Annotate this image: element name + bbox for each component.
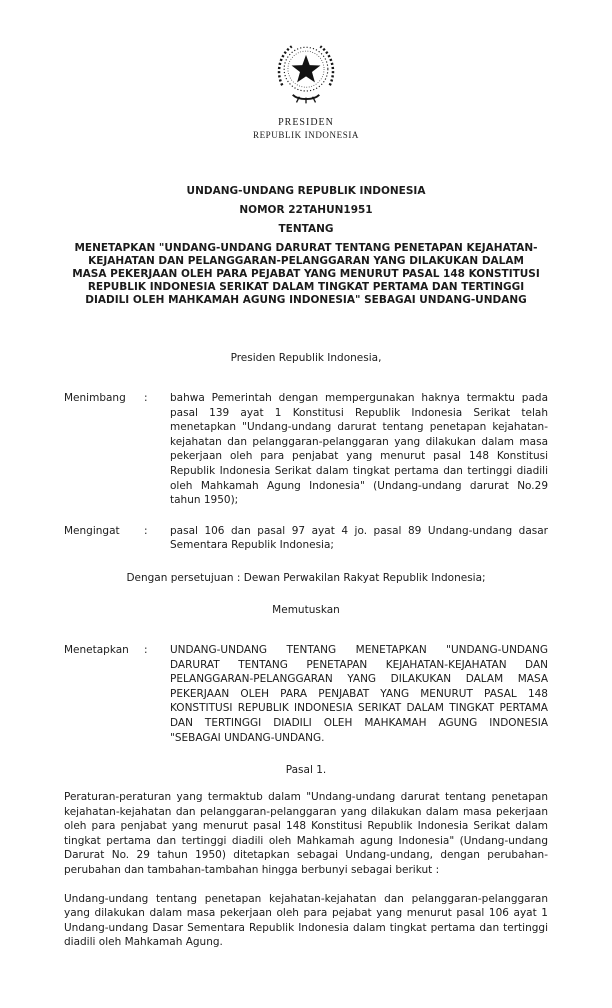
memutuskan-heading: Memutuskan — [272, 603, 340, 616]
mengingat-colon: : — [144, 524, 148, 537]
menetapkan-text: UNDANG-UNDANG TENTANG MENETAPKAN "UNDANG-UNDANG DARURAT TENTANG PENETAPAN KEJAHATAN-KEJAHATAN DAN PELANGGARAN-PELANGGARAN YANG DILAKUKAN DALAM MASA PEKERJAAN OLEH PARA PENJABAT YANG MENURUT PASAL 148 KONSTITUSI REPUBLIK INDONESIA SERIKAT DALAM TINGKAT PERTAMA DAN TERTINGGI DIADILI OLEH MAHKAMAH AGUNG INDONESIA "SEBAGAI UNDANG-UNDANG. — [170, 643, 548, 744]
menetapkan-colon: : — [144, 643, 148, 656]
letterhead-presiden: PRESIDEN — [278, 117, 334, 128]
consideration-menimbang — [64, 391, 548, 508]
enactment-menetapkan — [64, 643, 548, 745]
doc-number: NOMOR 22TAHUN1951 — [239, 204, 373, 216]
mengingat-label: Mengingat — [64, 524, 120, 537]
body-paragraph-2: Undang-undang tentang penetapan kejahatan-kejahatan dan pelanggaran-pelanggaran yang dilakukan dalam masa pekerjaan oleh para pejabat yang menurut pasal 106 ayat 1 Undang-undang Dasar Sementara Republik Indonesia dalam tingkat pertama dan tertinggi diadili oleh Mahkamah Agung. — [64, 892, 548, 949]
agreement-line: Dengan persetujuan : Dewan Perwakilan Rakyat Republik Indonesia; — [126, 571, 486, 584]
menimbang-label: Menimbang — [64, 392, 126, 404]
letterhead — [64, 34, 548, 141]
presidential-seal-icon — [268, 34, 344, 110]
article-heading: Pasal 1. — [285, 764, 327, 777]
title-block — [64, 185, 548, 307]
opening-line: Presiden Republik Indonesia, — [230, 352, 382, 364]
mengingat-text: pasal 106 dan pasal 97 ayat 4 jo. pasal 89 Undang-undang dasar Sementara Republik Indonesia; — [170, 524, 548, 552]
letterhead-republik: REPUBLIK INDONESIA — [252, 130, 360, 140]
body-paragraph-1: Peraturan-peraturan yang termaktub dalam "Undang-undang darurat tentang penetapan kejahatan-kejahatan dan pelanggaran-pelanggaran yang dilakukan dalam masa pekerjaan oleh para penjabat yang menurut pasal 148 Konstitusi Republik Indonesia Serikat dalam tingkat pertama dan tertinggi diadili oleh Mahkamah agung Indonesia" (Undang-undang Darurat No. 29 tahun 1950) ditetapkan sebagai Undang-undang, dengan perubahan-perubahan dan tambahan-tambahan hingga berbunyi sebagai berikut : — [64, 791, 548, 877]
doc-title: UNDANG-UNDANG REPUBLIK INDONESIA — [186, 185, 426, 197]
consideration-mengingat — [64, 524, 548, 553]
menimbang-text: bahwa Pemerintah dengan mempergunakan haknya termaktu pada pasal 139 ayat 1 Konstitusi Republik Indonesia Serikat telah menetapkan "Undang-undang darurat tentang penetapan kejahatan-kejahatan dan pelanggaran-pelanggaran yang dilakukan dalam masa pekerjaan oleh para penjabat yang menurut pasal 148 Konstitusi Republik Indonesia Serikat dalam tingkat pertama dan tertinggi diadili oleh Mahkamah Agung Indonesia" (Undang-undang darurat No.29 tahun 1950); — [170, 392, 548, 507]
doc-tentang: TENTANG — [278, 223, 334, 235]
menetapkan-label: Menetapkan — [64, 643, 129, 656]
menimbang-colon: : — [144, 392, 148, 404]
doc-subject: MENETAPKAN "UNDANG-UNDANG DARURAT TENTANG PENETAPAN KEJAHATAN-KEJAHATAN DAN PELANGGARAN-PELANGGARAN YANG DILAKUKAN DALAM MASA PEKERJAAN OLEH PARA PEJABAT YANG MENURUT PASAL 148 KONSTITUSI REPUBLIK INDONESIA SERIKAT DALAM TINGKAT PERTAMA DAN TERTINGGI DIADILI OLEH MAHKAMAH AGUNG INDONESIA" SEBAGAI UNDANG-UNDANG — [72, 242, 540, 306]
